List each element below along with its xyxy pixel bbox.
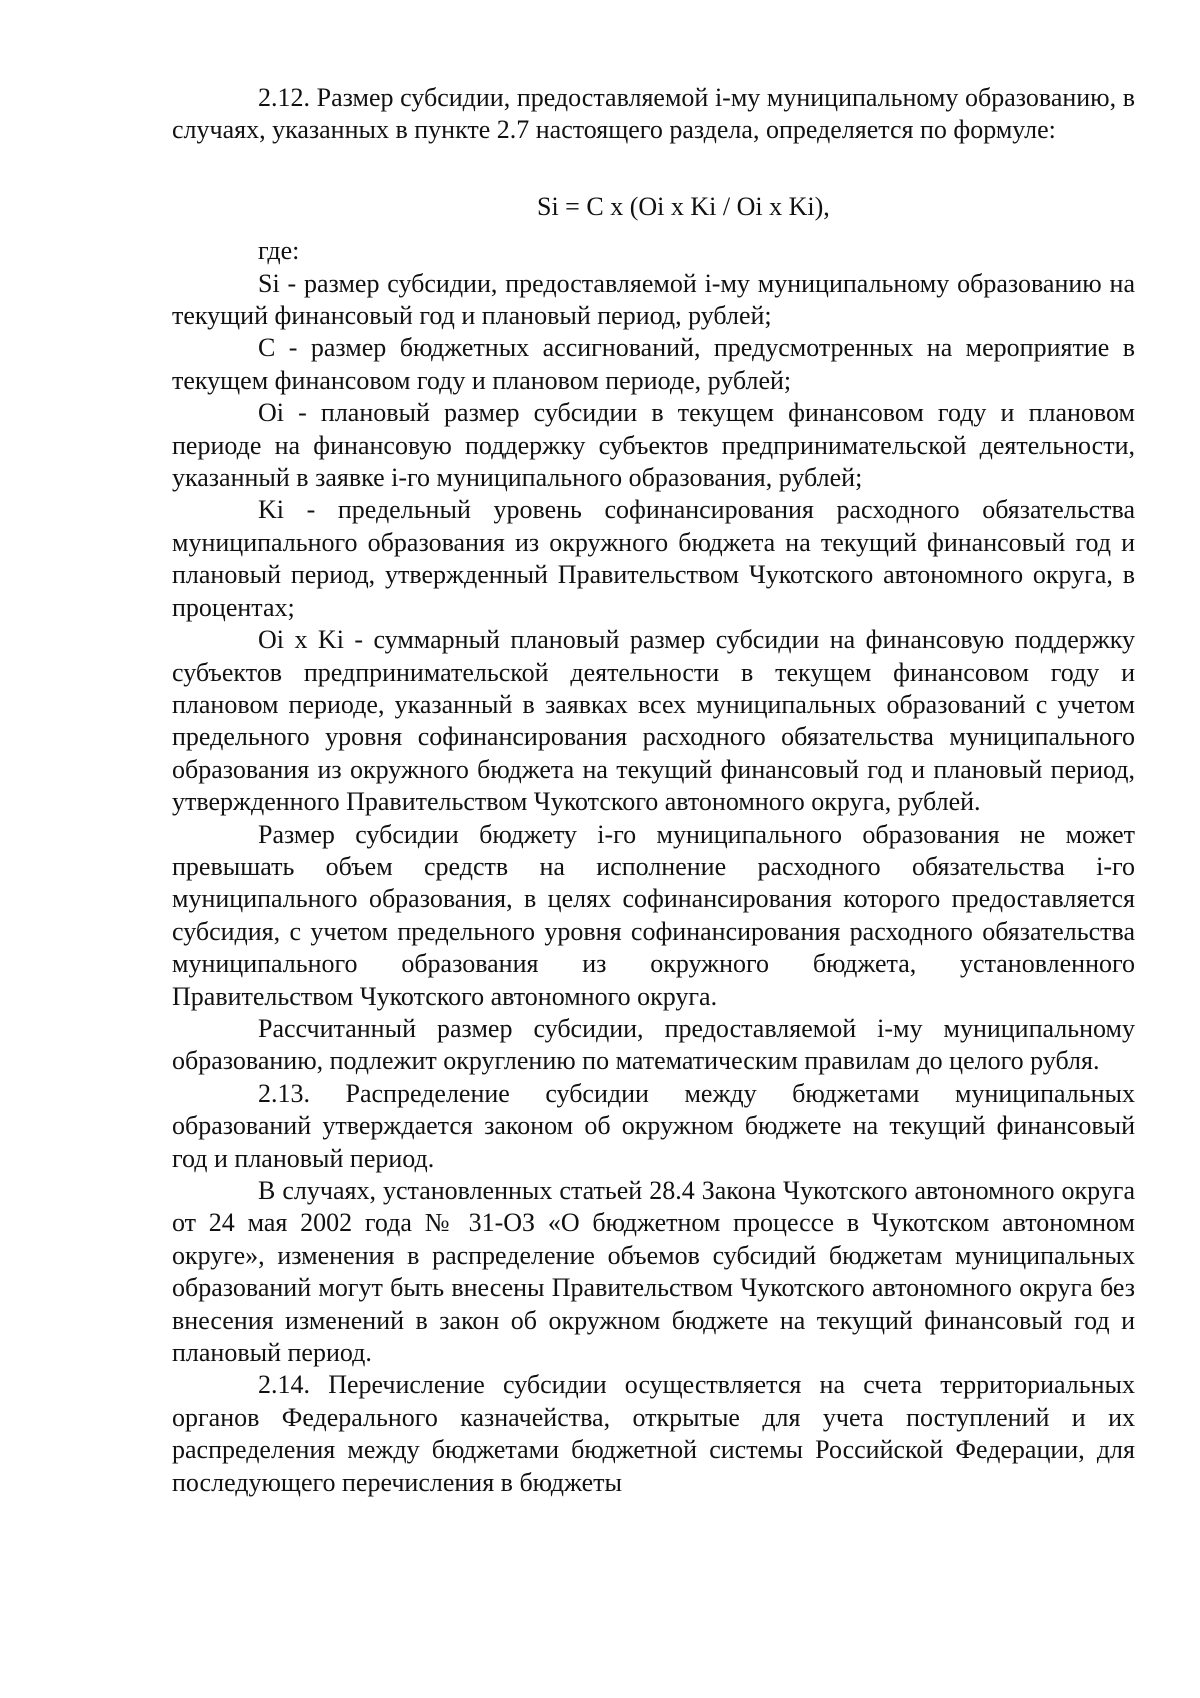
definition-ki: Ki - предельный уровень софинансирования расходного обязательства муниципального образования из окружного бюджета на текущий финансовый год и плановый период, утвержденный Правительством Чукотского автономного округа, в процентах; bbox=[172, 495, 1135, 622]
paragraph-changes: В случаях, установленных статьей 28.4 Закона Чукотского автономного округа от 24 мая 2002 года № 31-ОЗ «О бюджетном процессе в Чукотском автономном округе», изменения в распределение объемов субсидий бюджетам муниципальных образований могут быть внесены Правительством Чукотского автономного округа без внесения изменений в закон об окружном бюджете на текущий финансовый год и плановый период. bbox=[172, 1176, 1135, 1368]
paragraph-2-13: 2.13. Распределение субсидии между бюджетами муниципальных образований утверждается законом об окружном бюджете на текущий финансовый год и плановый период. bbox=[172, 1078, 1135, 1173]
definition-oi: Oi - плановый размер субсидии в текущем финансовом году и плановом периоде на финансовую поддержку субъектов предпринимательской деятельности, указанный в заявке i-го муниципального образования, рублей; bbox=[172, 398, 1135, 493]
where-label: где: bbox=[258, 236, 300, 266]
subsidy-formula: Si = C x (Oi x Ki / Oi x Ki), bbox=[537, 191, 830, 221]
paragraph-rounding: Рассчитанный размер субсидии, предоставляемой i-му муниципальному образованию, подлежит округлению по математическим правилам до целого рубля. bbox=[172, 1013, 1135, 1076]
paragraph-2-12: 2.12. Размер субсидии, предоставляемой i-му муниципальному образованию, в случаях, указанных в пункте 2.7 настоящего раздела, определяется по формуле: bbox=[172, 83, 1135, 145]
definition-si: Si - размер субсидии, предоставляемой i-му муниципальному образованию на текущий финансовый год и плановый период, рублей; bbox=[172, 268, 1135, 331]
definition-c: С - размер бюджетных ассигнований, предусмотренных на мероприятие в текущем финансовом году и плановом периоде, рублей; bbox=[172, 333, 1135, 395]
paragraph-limit: Размер субсидии бюджету i-го муниципального образования не может превышать объем средств на исполнение расходного обязательства i-го муниципального образования, в целях софинансирования которого предоставляется субсидия, с учетом предельного уровня софинансирования расходного обязательства муниципального образования из окружного бюджета, установленного Правительством Чукотского автономного округа. bbox=[172, 819, 1135, 1011]
definition-sum: Oi x Ki - суммарный плановый размер субсидии на финансовую поддержку субъектов предпринимательской деятельности в текущем финансовом году и плановом периоде, указанный в заявках всех муниципальных образований с учетом предельного уровня софинансирования расходного обязательства муниципального образования из окружного бюджета на текущий финансовый год и плановый период, утвержденного Правительством Чукотского автономного округа, рублей. bbox=[172, 625, 1135, 817]
document-page bbox=[172, 82, 1135, 1499]
paragraph-2-14: 2.14. Перечисление субсидии осуществляется на счета территориальных органов Федерального казначейства, открытые для учета поступлений и их распределения между бюджетами бюджетной системы Российской Федерации, для последующего перечисления в бюджеты bbox=[172, 1370, 1135, 1497]
